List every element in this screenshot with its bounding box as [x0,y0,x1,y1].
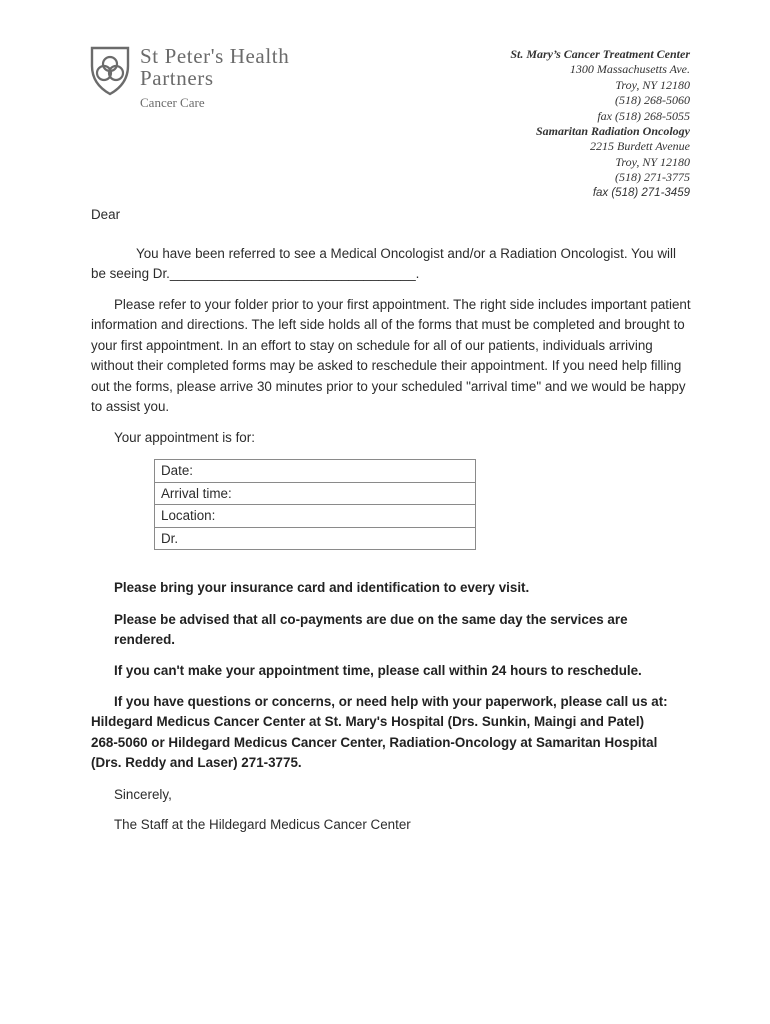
paragraph-folder [91,295,691,417]
referral-text: You have been referred to see a Medical Oncologist and/or a Radiation Oncologist. You will be seeing Dr. [91,246,676,282]
doctor-field: Dr. [155,527,476,550]
arrival-time-field: Arrival time: [155,482,476,505]
logo [88,44,328,114]
appointment-table [154,459,476,550]
center1-city: Troy, NY 12180 [615,77,690,92]
folder-text: Please refer to your folder prior to your first appointment. The right side includes important patient information and directions. The left side holds all of the forms that must be completed and brought to your first appointment. In an effort to stay on schedule for all of our patients, individuals arriving without their completed forms may be asked to reschedule their appointment. If you need help filling out the forms, please arrive 30 minutes prior to your scheduled "arrival time" and we would be happy to assist you. [91,297,691,415]
appointment-intro: Your appointment is for: [114,430,255,445]
center1-street: 1300 Massachusetts Ave. [569,62,690,77]
reschedule-notice: If you can't make your appointment time, please call within 24 hours to reschedule. [114,663,642,678]
insurance-notice: Please bring your insurance card and identification to every visit. [114,580,530,595]
center2-fax: fax (518) 271-3459 [592,186,690,199]
doctor-blank: _________________________________ [169,266,416,282]
table-row [155,460,476,483]
logo-subtitle: Cancer Care [140,95,205,110]
logo-name-line2: Partners [140,66,214,90]
center2-street: 2215 Burdett Avenue [590,139,690,154]
date-field: Date: [155,460,476,483]
center1-phone: (518) 268-5060 [615,93,690,108]
closing: Sincerely, [114,787,172,802]
center1-fax: fax (518) 268-5055 [597,108,690,123]
contact-text: If you have questions or concerns, or need help with your paperwork, please call us at: Hildegard Medicus Cancer Center at St. Mary's Hospital (Drs. Sunkin, Maingi and Patel) 268-5060 or Hildegard Medicus Cancer Center, Radiation-Oncology at Samaritan Hospital (Drs. Reddy and Laser) 271-3775. [91,694,668,771]
shield-knot-icon [88,44,132,96]
center2-name: Samaritan Radiation Oncology [535,124,690,139]
salutation: Dear [91,207,121,222]
table-row [155,527,476,550]
center2-phone: (518) 271-3775 [615,170,690,185]
copayment-notice: Please be advised that all co-payments are due on the same day the services are rendered. [114,612,628,648]
table-row [155,505,476,528]
paragraph-referral [91,244,691,285]
table-row [155,482,476,505]
location-field: Location: [155,505,476,528]
center1-name: St. Mary’s Cancer Treatment Center [510,47,690,61]
address-block [510,47,690,201]
signature: The Staff at the Hildegard Medicus Cancer Center [114,817,411,832]
center2-city: Troy, NY 12180 [615,154,690,169]
logo-name-line1: St Peter's Health [140,44,290,68]
referral-end: . [415,266,420,282]
contact-notice [91,692,671,774]
